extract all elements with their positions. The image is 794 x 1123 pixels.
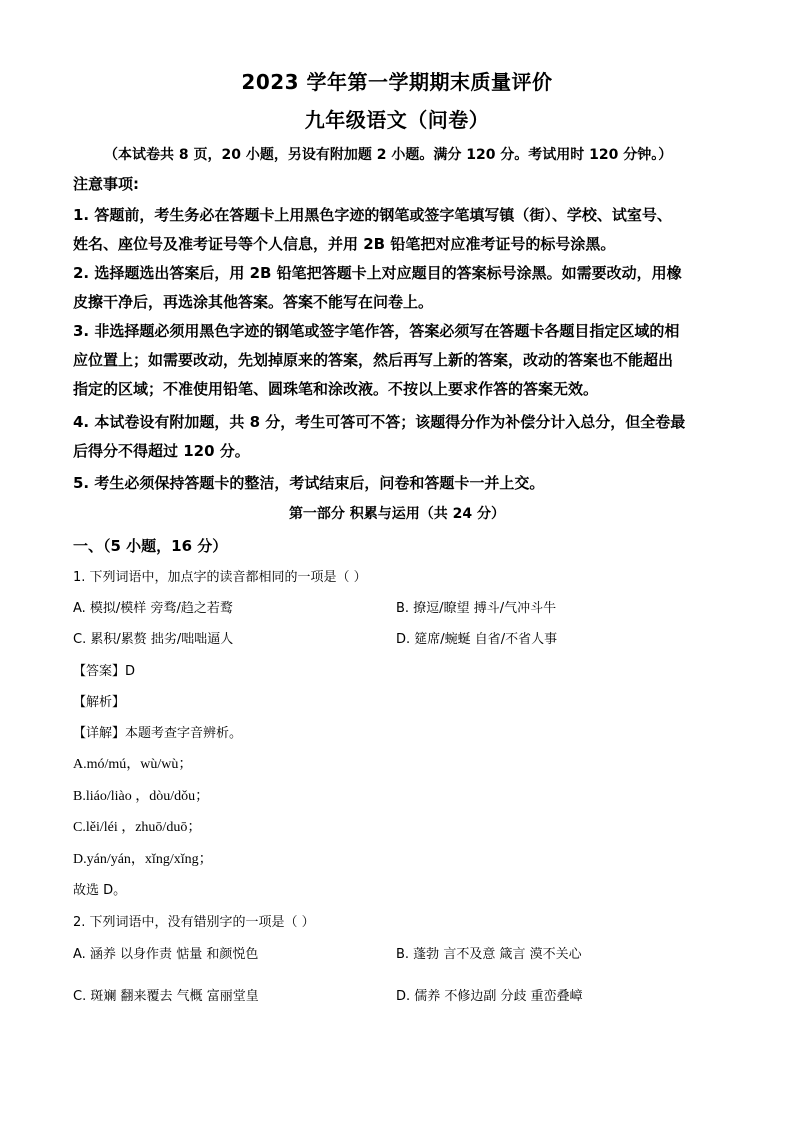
q1-option-b: B. 撩逗/瞭望 搏斗/气冲斗牛 (396, 601, 557, 616)
q1-option-d: D. 筵席/蜿蜒 自省/不省人事 (396, 632, 558, 647)
q1-answer: 【答案】D (73, 664, 136, 679)
notice-line: 1. 答题前，考生务必在答题卡上用黑色字迹的钢笔或签字笔填写镇（街）、学校、试室号、 (73, 206, 672, 224)
q1-conclusion: 故选 D。 (73, 883, 127, 898)
q1-explanation: B.liáo/liào ，dòu/dǒu； (73, 789, 210, 804)
notice-line: 后得分不得超过 120 分。 (73, 442, 250, 460)
q2-option-a: A. 涵养 以身作责 惦量 和颜悦色 (73, 947, 259, 962)
part-heading: 一、（5 小题，16 分） (73, 537, 228, 555)
q1-stem: 1. 下列词语中，加点字的读音都相同的一项是（ ） (73, 570, 367, 585)
q1-explanation: A.mó/mú，wù/wù； (73, 757, 193, 772)
q1-option-c: C. 累积/累赘 拙劣/咄咄逼人 (73, 632, 234, 647)
q2-option-d: D. 儒养 不修边副 分歧 重峦叠嶂 (396, 989, 583, 1004)
notice-line: 应位置上；如需要改动，先划掉原来的答案，然后再写上新的答案，改动的答案也不能超出 (73, 351, 674, 369)
notice-line: 姓名、座位号及准考证号等个人信息，并用 2B 铅笔把对应准考证号的标号涂黑。 (73, 235, 616, 253)
q1-explanation: D.yán/yán，xǐng/xǐng； (73, 852, 213, 867)
q2-stem: 2. 下列词语中，没有错别字的一项是（ ） (73, 915, 315, 930)
q1-detail: 【详解】本题考查字音辨析。 (73, 726, 243, 741)
section-title: 第一部分 积累与运用（共 24 分） (288, 506, 506, 522)
exam-subtitle: 九年级语文（问卷） (304, 108, 490, 132)
notice-line: 5. 考生必须保持答题卡的整洁，考试结束后，问卷和答题卡一并上交。 (73, 474, 545, 492)
notice-line: 3. 非选择题必须用黑色字迹的钢笔或签字笔作答，答案必须写在答题卡各题目指定区域的相 (73, 322, 680, 340)
exam-info: （本试卷共 8 页，20 小题，另设有附加题 2 小题。满分 120 分。考试用时 120 分钟。） (104, 147, 673, 163)
notice-line: 指定的区域；不准使用铅笔、圆珠笔和涂改液。不按以上要求作答的答案无效。 (73, 380, 599, 398)
notice-heading: 注意事项: (73, 175, 139, 193)
notice-line: 4. 本试卷设有附加题，共 8 分，考生可答可不答；该题得分作为补偿分计入总分，但全卷最 (73, 413, 686, 431)
q1-analysis-label: 【解析】 (73, 695, 126, 710)
q1-explanation: C.lěi/léi ，zhuō/duō； (73, 820, 202, 835)
notice-line: 皮擦干净后，再选涂其他答案。答案不能写在问卷上。 (73, 293, 434, 311)
notice-line: 2. 选择题选出答案后，用 2B 铅笔把答题卡上对应题目的答案标号涂黑。如需要改动，用橡 (73, 264, 682, 282)
exam-title: 2023 学年第一学期期末质量评价 (241, 70, 553, 94)
q2-option-b: B. 蓬勃 言不及意 箴言 漠不关心 (396, 947, 582, 962)
q2-option-c: C. 斑斓 翻来覆去 气概 富丽堂皇 (73, 989, 259, 1004)
q1-option-a: A. 模拟/模样 旁骛/趋之若鹜 (73, 601, 233, 616)
